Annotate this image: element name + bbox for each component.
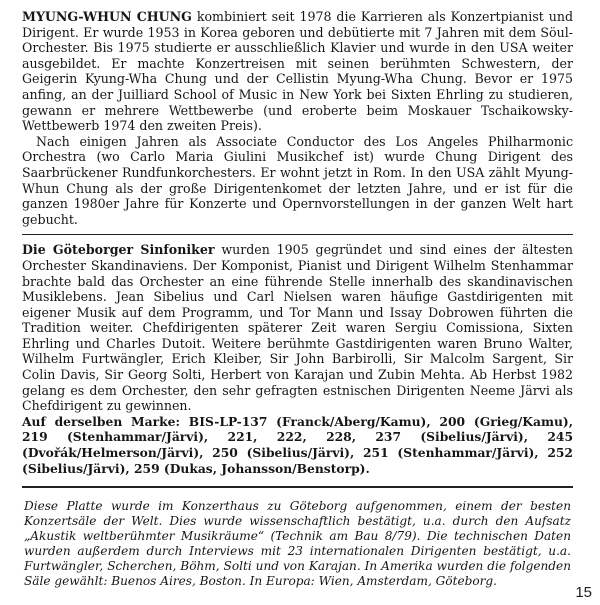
recording-note-text: Diese Platte wurde im Konzerthaus zu Göteborg aufgenommen, einem der besten Konzertsäle der Welt. Dies wurde wissenschaftlich bestätigt, u.a. durch den Aufsatz „Akustik weltberühmter Musikräume“ (Technik am Bau 8/79). Die technischen Daten wurden außerdem durch Interviews mit 23 internationalen Dirigenten bestätigt, u.a. Furtwängler, Scherchen, Böhm, Solti und von Karajan. In Amerika wurden die folgenden Säle gewählt: Buenos Aires, Boston. In Europa: Wien, Amsterdam, Göteborg. [24, 499, 571, 589]
divider-2 [22, 486, 573, 488]
page-number: 15 [575, 584, 592, 601]
chung-paragraph-1 [22, 9, 573, 134]
chung-name: MYUNG-WHUN CHUNG [22, 9, 192, 24]
chung-biography [22, 9, 573, 227]
orchestra-biography [22, 242, 573, 476]
chung-paragraph-2: Nach einigen Jahren als Associate Conductor des Los Angeles Philharmonic Orchestra (wo Carlo Maria Giulini Musikchef ist) wurde Chung Dirigent des Saarbrückener Rundfunkorchesters. Er wohnt jetzt in Rom. In den USA zählt Myung-Whun Chung als der große Dirigentenkomet der letzten Jahre, und er ist für die ganzen 1980er Jahre für Konzerte und Opernvorstellungen in der ganzen Welt hart gebucht. [22, 133, 573, 227]
chung-text-1: kombiniert seit 1978 die Karrieren als Konzertpianist und Dirigent. Er wurde 1953 in Korea geboren und debütierte mit 7 Jahren mit dem Söul-Orchester. Bis 1975 studierte er ausschließlich Klavier und wurde in den USA weiter ausgebildet. Er machte Konzertreisen mit seinen berühmten Schwestern, der Geigerin Kyung-Wha Chung und der Cellistin Myung-Wha Chung. Bevor er 1975 anfing, an der Juilliard School of Music in New York bei Sixten Ehrling zu studieren, gewann er mehrere Wettbewerbe (und eroberte beim Moskauer Tschaikowsky-Wettbewerb 1974 den zweiten Preis). [22, 9, 574, 134]
page-content [22, 9, 573, 589]
orchestra-text: wurden 1905 gegründet und sind eines der ältesten Orchester Skandinaviens. Der Komponist, Pianist und Dirigent Wilhelm Stenhammar brachte bald das Orchester an eine führende Stelle innerhalb des skandinavischen Musiklebens. Jean Sibelius und Carl Nielsen waren häufige Gastdirigenten mit eigener Musik auf dem Programm, und Tor Mann und Issay Dobrowen führten die Tradition weiter. Chefdirigenten späterer Zeit waren Sergiu Comissiona, Sixten Ehrling und Charles Dutoit. Weitere berühmte Gastdirigenten waren Bruno Walter, Wilhelm Furtwängler, Erich Kleiber, Sir John Barbirolli, Sir Malcolm Sargent, Sir Colin Davis, Sir Georg Solti, Herbert von Karajan und Zubin Mehta. Ab Herbst 1982 gelang es dem Orchester, den sehr gefragten estnischen Dirigenten Neeme Järvi als Chefdirigent zu gewinnen. [22, 242, 574, 414]
orchestra-name: Die Göteborger Sinfoniker [22, 242, 215, 258]
orchestra-paragraph [22, 242, 573, 414]
divider-1 [22, 234, 573, 235]
same-label-recordings: Auf derselben Marke: BIS-LP-137 (Franck/Aberg/Kamu), 200 (Grieg/Kamu), 219 (Stenhammar/Järvi), 221, 222, 228, 237 (Sibelius/Järvi), 245 (Dvořák/Helmerson/Järvi), 250 (Sibelius/Järvi), 251 (Stenhammar/Järvi), 252 (Sibelius/Järvi), 259 (Dukas, Johansson/Benstorp). [22, 413, 573, 476]
recording-note [22, 499, 573, 589]
